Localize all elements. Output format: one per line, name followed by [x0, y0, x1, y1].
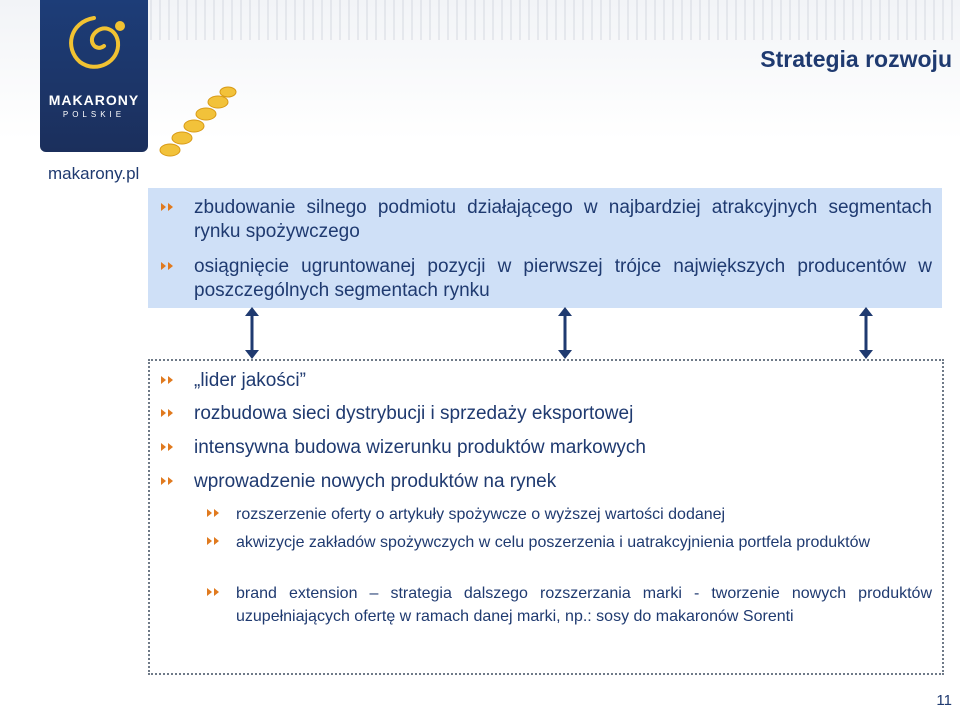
- pasta-image: [150, 80, 240, 170]
- page-number: 11: [936, 692, 952, 709]
- double-arrow-icon: [856, 306, 876, 360]
- action-item: wprowadzenie nowych produktów na rynek: [194, 471, 557, 492]
- sub-action-item: rozszerzenie oferty o artykuły spożywcze o wyższej wartości dodanej: [236, 506, 726, 523]
- goal-item: osiągnięcie ugruntowanej pozycji w pierwszej trójce największych producentów w poszczególnych segmentach rynku: [194, 256, 932, 301]
- sub-bullet-icon: [206, 587, 220, 597]
- page-title: Strategia rozwoju: [760, 46, 952, 72]
- bullet-icon: [160, 375, 174, 385]
- site-url: makarony.pl: [48, 164, 140, 183]
- action-item: rozbudowa sieci dystrybucji i sprzedaży eksportowej: [194, 403, 634, 424]
- bullet-icon: [160, 408, 174, 418]
- bullet-icon: [160, 202, 174, 212]
- double-arrow-icon: [242, 306, 262, 360]
- action-item: „lider jakości”: [194, 370, 306, 391]
- bullet-icon: [160, 261, 174, 271]
- sub-bullet-icon: [206, 536, 220, 546]
- header-stripes: [150, 0, 960, 40]
- goal-item: zbudowanie silnego podmiotu działającego w najbardziej atrakcyjnych segmentach rynku spożywczego: [194, 197, 932, 242]
- logo-swirl-icon: [40, 0, 148, 92]
- sub-action-item: akwizycje zakładów spożywczych w celu poszerzenia i uatrakcyjnienia portfela produktów: [236, 534, 871, 551]
- bullet-icon: [160, 442, 174, 452]
- sub-bullet-icon: [206, 508, 220, 518]
- action-item: intensywna budowa wizerunku produktów markowych: [194, 437, 647, 458]
- bullet-icon: [160, 476, 174, 486]
- sub-action-item: brand extension – strategia dalszego rozszerzania marki - tworzenie nowych produktów uzupełniających ofertę w ramach danej marki, np.: sosy do makaronów Sorenti: [236, 585, 932, 625]
- logo-title: MAKARONY: [48, 92, 140, 108]
- double-arrow-icon: [555, 306, 575, 360]
- brand-logo: [40, 0, 148, 152]
- logo-subtitle: POLSKIE: [62, 110, 126, 119]
